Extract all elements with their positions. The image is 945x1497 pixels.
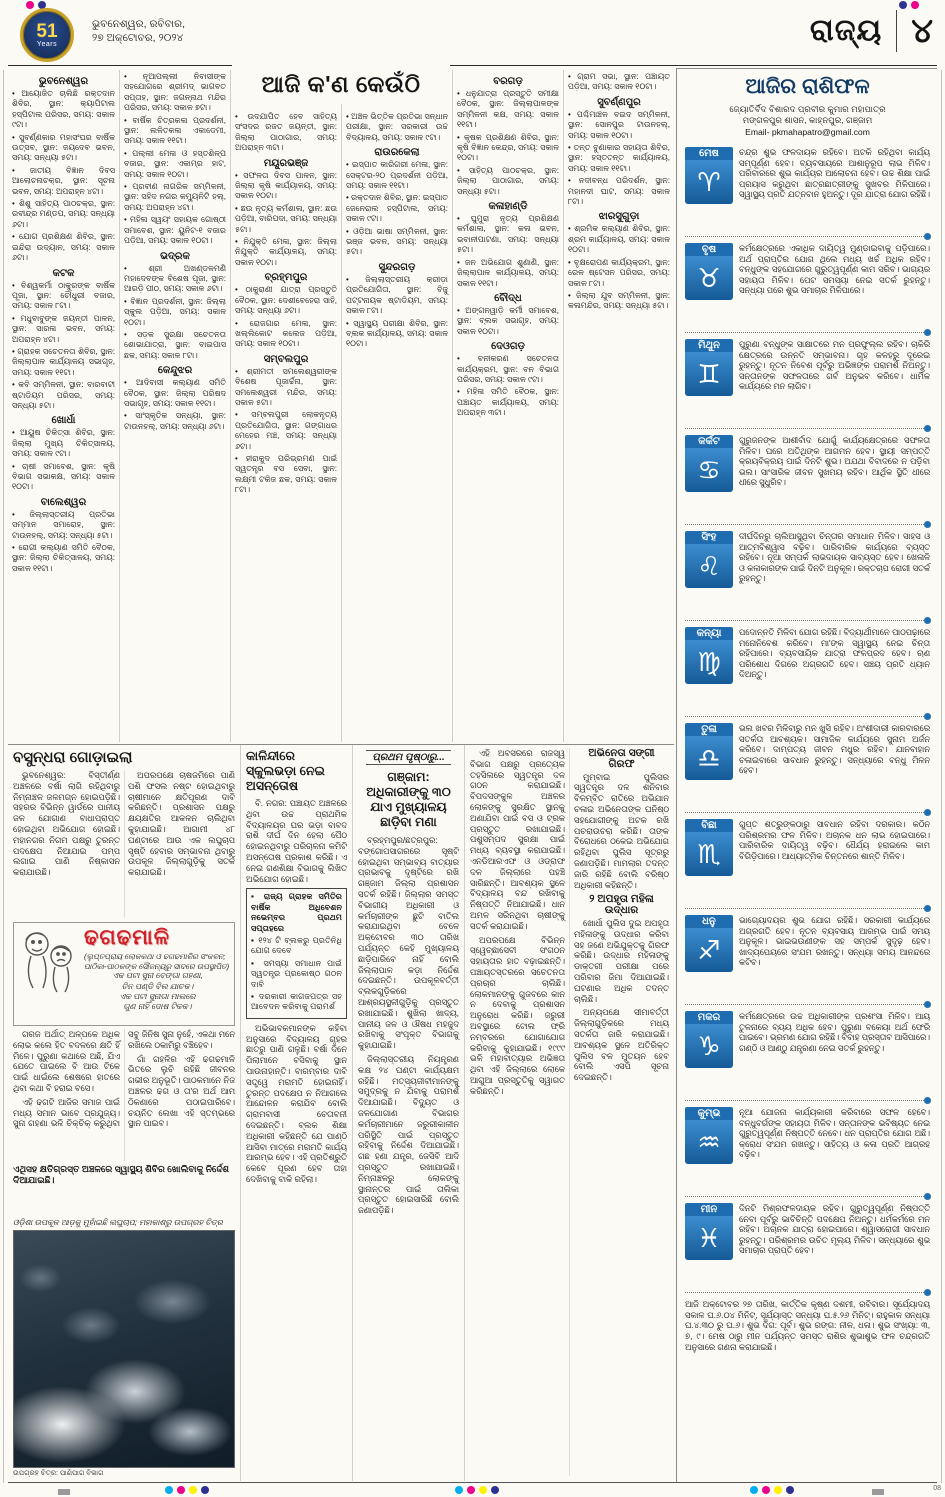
listing-item: • ମଧୁବାବୁଙ୍କ ଜୟନ୍ତୀ ପାଳନ, ସ୍ଥାନ: ସାରଳା ଭବନ, ସମୟ: ଅପରାହ୍ନ ୪ଟା। bbox=[12, 313, 115, 344]
humor-content bbox=[84, 926, 231, 1022]
district-heading: ବାଲେଶ୍ୱର bbox=[40, 496, 87, 508]
zodiac-name: ଧନୁ bbox=[685, 915, 733, 928]
listing-column bbox=[8, 70, 119, 742]
humor-paragraph: ଗରଜ ଅର୍ଥାତ୍ ଅଳ୍ପକେ ଅଧିକ ଲୋଭ କଲେ ହିତ ବଦଳରେ କ୍ଷତି ହିଁ ମିଳେ। ପୁରୁଣା କଥାରେ ଅଛି, ଯିଏ ଯେତେ ପାଇଲେ ବି ଆଉ ଟିକେ ପାଇଁ ଧାଇଁଲେ ଶେଷରେ ହାତରେ ଥିବା କଥା ବି ହରାଇ ବସେ। bbox=[13, 1029, 120, 1093]
zodiac-prediction: ପଦୋନ୍ନତି ମିଳିବା ଯୋଗ ରହିଛି। ବିଦ୍ୟାର୍ଥୀମାନେ ପାଠପଢ଼ାରେ ମନୋନିବେଶ କରିବେ। ମା'ଙ୍କ ସ୍ୱାସ୍ଥ୍ୟ ନେଇ ଚିନ୍ତା ରହିପାରେ। ବ୍ୟବସାୟିକ ଯାତ୍ରା ଫଳପ୍ରଦ ହେବ। ଋଣ ପରିଶୋଧ ଦିଗରେ ଅଗ୍ରଗତି ହେବ। ସଞ୍ଚୟ ପ୍ରତି ଧ୍ୟାନ ଦିଅନ୍ତୁ। bbox=[739, 627, 930, 680]
listing-item: • ଇସ୍ପାତ କାରିଗରୀ ମେଳା, ସ୍ଥାନ: ସେକ୍ଟର-୨୦ ପ୍ରଦର୍ଶନୀ ପଡ଼ିଆ, ସମୟ: ସକାଳ ୧୧ଟା। bbox=[346, 160, 448, 191]
continued-paragraph: ମୁମ୍ବାଇ ପୁଲିସର ସ୍ୱତନ୍ତ୍ର ଦଳ ଶନିବାର ବିଳମ୍ବିତ ରାତିରେ ଅଭିଯାନ ଚଳାଇ ଅଭିନେତାଙ୍କ ଘନିଷ୍ଠ ସହଯୋଗୀଙ୍କୁ ଅଟକ ରଖି ପଚରାଉଚରା କରିଛି। ତାଙ୍କ ବିରୋଧରେ ଠକେଇ ଅଭିଯୋଗ ରହିଥିବା ପୁଲିସ ସୂତ୍ରରୁ ଜଣାପଡ଼ିଛି। ମାମଲାର ତଦନ୍ତ ଜାରି ରହିଛି ବୋଲି ବରିଷ୍ଠ ଅଧିକାରୀ କହିଛନ୍ତି। bbox=[574, 771, 669, 890]
zodiac-name: ବୃଷ bbox=[685, 243, 733, 256]
logo-years-label: Years bbox=[36, 40, 58, 48]
dateline bbox=[92, 17, 185, 45]
zodiac-prediction: କର୍ମକ୍ଷେତ୍ରରେ ଏକାଧିକ ଦାୟିତ୍ୱ ମୁଣ୍ଡାଇବାକୁ ପଡ଼ିପାରେ। ଅର୍ଥ ପ୍ରାପ୍ତିର ଯୋଗ ଥିଲେ ମଧ୍ୟ ଖର୍ଚ୍ଚ ଅଧିକ ରହିବ। ବନ୍ଧୁଙ୍କ ସହଯୋଗରେ ଗୁରୁତ୍ୱପୂର୍ଣ୍ଣ କାମ ସରିବ। ଭାଗ୍ୟର ସହାୟତା ମିଳିବ। ପେଟ ସମସ୍ୟା ନେଇ ସତର୍କ ରୁହନ୍ତୁ। ସନ୍ଧ୍ୟା ପରେ ଶୁଭ ସମାଚାର ମିଳିପାରେ। bbox=[739, 243, 930, 296]
continued-paragraph: ଅପରପକ୍ଷେ ବିଭିନ୍ନ ସ୍ୱେଚ୍ଛାସେବୀ ସଂଗଠନ ସହାୟତାର ହାତ ବଢ଼ାଇଛନ୍ତି। ପଞ୍ଚାୟତସ୍ତରରେ ସଚେତନତା ପ୍ରଚାର ଚାଲିଛି। ଲୋକମାନଙ୍କୁ ଗୁଜବରେ କାନ ନ ଦେବାକୁ ପ୍ରଶାସନ ଅନୁରୋଧ କରିଛି। ଜରୁରୀ ଅବସ୍ଥାରେ ଟୋଲ ଫ୍ରି ନମ୍ବରରେ ଯୋଗାଯୋଗ କରିବାକୁ କୁହାଯାଇଛି। ୧୯୯୯ ଭଳି ମହାବାତ୍ୟାର ଅଭିଜ୍ଞତା ଥିବା ଏହି ଜିଲ୍ଲାରେ ଲୋକେ ଆଗୁଆ ପ୍ରସ୍ତୁତିକୁ ସ୍ୱାଗତ କରିଛନ୍ତି। bbox=[470, 934, 565, 1096]
page-code: 08 bbox=[933, 1485, 941, 1492]
zodiac-icon: ♌ bbox=[685, 544, 733, 588]
district-heading: ସୁନ୍ଦରଗଡ଼ bbox=[378, 261, 416, 273]
district-heading: କଳାହାଣ୍ଡି bbox=[488, 201, 528, 213]
listings-section-title: ଆଜି କ'ଣ କେଉଁଠି bbox=[232, 64, 450, 104]
listing-column bbox=[230, 70, 341, 742]
listing-item: • ଗ୍ରାମ ସଭା, ସ୍ଥାନ: ପଞ୍ଚାୟତ ପଡ଼ିଆ, ସମୟ: ସକାଳ ୧୦ଟା। bbox=[568, 72, 670, 92]
school-paragraph: ଅଭିଭାବକମାନଙ୍କ କହିବା ଅନୁସାରେ ବିଦ୍ୟାଳୟ ଗୃହର ଛାତରୁ ପାଣି ଗଳୁଛି। ବର୍ଷା ଦିନେ ପିଲାମାନେ ବସିବାକୁ ସ୍ଥାନ ପାଉନାହାନ୍ତି। ବାରମ୍ବାର ଦାବି ସତ୍ତ୍ୱେ ମରାମତି ହୋଇନାହିଁ। ତୁରନ୍ତ ପଦକ୍ଷେପ ନ ନିଆଗଲେ ଆନ୍ଦୋଳନ କରାଯିବ ବୋଲି ଗ୍ରାମବାସୀ ଚେତାବନୀ ଦେଇଛନ୍ତି। ବ୍ଲକ ଶିକ୍ଷା ଅଧିକାରୀ କହିଛନ୍ତି ଯେ ପାଣ୍ଠି ଆସିବା ମାତ୍ରେ ମରାମତି କାର୍ଯ୍ୟ ଆରମ୍ଭ ହେବ। ଏହି ପ୍ରତିଶ୍ରୁତି କେବେ ପୂରଣ ହେବ ତାହା ଦେଖିବାକୁ ବାକି ରହିଲା। bbox=[246, 1022, 347, 1184]
weather-credit: ଉପଗ୍ରହ ଚିତ୍ର: ପାଣିପାଗ ବିଭାଗ bbox=[13, 1470, 104, 1477]
listing-item: • ଜିଲ୍ଲାସ୍ତରୀୟ କ୍ରୀଡ଼ା ପ୍ରତିଯୋଗିତା, ସ୍ଥାନ: ବିଜୁ ପଟ୍ଟନାୟକ ଷ୍ଟାଡିୟମ, ସମୟ: ସକାଳ ୮ଟା। bbox=[346, 274, 448, 316]
listing-item: • ଆୟୋଜିତ ଚାଲିଛି ରକ୍ତଦାନ ଶିବିର, ସ୍ଥାନ: କ୍ୟାପିଟାଲ ହସ୍ପିଟାଲ ପରିସର, ସମୟ: ସକାଳ ୯ଟା। bbox=[12, 89, 115, 130]
from-page-one-label: ପ୍ରଥମ ପୃଷ୍ଠାରୁ... bbox=[366, 750, 451, 765]
article-column-frontpage bbox=[352, 745, 464, 1481]
registration-dot bbox=[455, 1486, 463, 1494]
listing-item: • ତନ୍ତ ବୁଣାକାର ସହାୟତା ଶିବିର, ସ୍ଥାନ: ହସ୍ତତନ୍ତ କାର୍ଯ୍ୟାଳୟ, ସମୟ: ସକାଳ ୧୧ଟା। bbox=[568, 143, 670, 173]
zodiac-name: ତୁଳା bbox=[685, 723, 733, 736]
district-heading: କଟକ bbox=[52, 267, 75, 279]
listing-item: • ଧନୁଯାତ୍ରା ପ୍ରସ୍ତୁତି ସମୀକ୍ଷା ବୈଠକ, ସ୍ଥାନ: ଜିଲ୍ଲାପାଳଙ୍କ ସମ୍ମିଳନୀ କକ୍ଷ, ସମୟ: ସକାଳ ୧୧ଟା। bbox=[457, 89, 559, 130]
zodiac-row bbox=[685, 1005, 930, 1101]
zodiac-badge bbox=[685, 531, 733, 613]
zodiac-prediction: ଦିନଟି ମିଶ୍ରଫଳଦାୟକ ରହିବ। ଗୁରୁତ୍ୱପୂର୍ଣ୍ଣ ନିଷ୍ପତ୍ତି ନେବା ପୂର୍ବରୁ ଭାବିଚିନ୍ତି ପଦକ୍ଷେପ ନିଅନ୍ତୁ। ଧର୍ମକର୍ମରେ ମନ ରହିବ। ଅଚାନକ ଯାତ୍ରା ହୋଇପାରେ। ଶ୍ୱାସରୋଗୀ ସାବଧାନ ରୁହନ୍ତୁ। ପରିଶ୍ରମର ଉଚିତ ମୂଲ୍ୟ ମିଳିବ। ସନ୍ଧ୍ୟାରେ ଶୁଭ ସମାଚାର ପ୍ରାପ୍ତି ହେବ। bbox=[739, 1203, 930, 1256]
print-gray-patch-right bbox=[872, 1489, 884, 1495]
listing-item: • ନିଯୁକ୍ତି ମେଳା, ସ୍ଥାନ: ଜିଲ୍ଲା ନିଯୁକ୍ତି କାର୍ଯ୍ୟାଳୟ, ସମୟ: ସକାଳ ୧୦ଟା। bbox=[235, 237, 337, 267]
district-heading: ଝାରସୁଗୁଡ଼ା bbox=[598, 211, 640, 223]
horoscope-sidebar bbox=[676, 68, 937, 1482]
humor-title: ଢଗଢମାଳି bbox=[84, 926, 170, 949]
left-page-edge-line bbox=[3, 70, 4, 1483]
masthead-right bbox=[810, 10, 933, 52]
events-listings bbox=[8, 70, 674, 742]
district-heading: ଭଦ୍ରକ bbox=[160, 250, 190, 262]
registration-marks-bottom-2 bbox=[455, 1486, 499, 1494]
district-heading: ବୌଦ୍ଧ bbox=[494, 292, 522, 304]
listing-item: • ସ୍ୱାସ୍ଥ୍ୟ ପରୀକ୍ଷା ଶିବିର, ସ୍ଥାନ: ବ୍ଲକ କାର୍ଯ୍ୟାଳୟ, ସମୟ: ସକାଳ ୧୦ଟା। bbox=[346, 318, 448, 349]
zodiac-prediction: ଦୀର୍ଘଦିନରୁ ଚାଲିଆସୁଥିବା ଚିନ୍ତାର ସମାଧାନ ମିଳିବ। ସାହସ ଓ ଆତ୍ମବିଶ୍ୱାସ ବଢ଼ିବ। ପାରିବାରିକ କାର୍ଯ୍ୟରେ ବ୍ୟସ୍ତ ରହିବେ। ନୂଆ ସମ୍ପର୍କ ଲାଭଦାୟକ ସାବ୍ୟସ୍ତ ହେବ। ଖେଳାଳି ଓ କଳାକାରଙ୍କ ପାଇଁ ଦିନଟି ଅନୁକୂଳ। ରକ୍ତଚାପ ରୋଗୀ ସତର୍କ ରୁହନ୍ତୁ। bbox=[739, 531, 930, 584]
zodiac-prediction: ନୂଆ ଯୋଜନା କାର୍ଯ୍ୟକାରୀ କରିବାରେ ସଫଳ ହେବେ। ବନ୍ଧୁବର୍ଗଙ୍କ ସହାୟତା ମିଳିବ। ସନ୍ତାନଙ୍କ ଭବିଷ୍ୟତ ନେଇ ଗୁରୁତ୍ୱପୂର୍ଣ୍ଣ ନିଷ୍ପତ୍ତି ନେବେ। ଧନ ପ୍ରାପ୍ତିର ଯୋଗ ଅଛି। କ୍ରୋଧ ସଂଯମ ରଖନ୍ତୁ। ସାହିତ୍ୟ ଓ କଳା ପ୍ରତି ଆଗ୍ରହ ବଢ଼ିବ। bbox=[739, 1107, 930, 1160]
listing-item: • ସାହିତ୍ୟ ପାଠଚକ୍ର, ସ୍ଥାନ: ଜିଲ୍ଲା ପାଠାଗାର, ସମୟ: ସନ୍ଧ୍ୟା ୫ଟା। bbox=[457, 165, 559, 196]
zodiac-icon: ♊ bbox=[685, 352, 733, 396]
humor-intro: (ଲୁପ୍ତପ୍ରାୟ ଲୋକକଥା ଓ ଢଗଢମାଳିର ସଂକଳନ; ପାଠିକା-ପାଠକଙ୍କ ସୌଜନ୍ୟରୁ ସାଦରେ ଉପସ୍ଥାପିତ) bbox=[84, 952, 230, 971]
zodiac-badge bbox=[685, 435, 733, 517]
listing-item: • ଠାକୁରାଣୀ ଯାତ୍ରା ପ୍ରସ୍ତୁତି ବୈଠକ, ସ୍ଥାନ: ଦେଶୀବେହେରା ସାହି, ସମୟ: ସନ୍ଧ୍ୟା ୬ଟା। bbox=[235, 285, 337, 316]
listing-item: • ଜିଲ୍ଲାସ୍ତରୀୟ ପ୍ରତିଭା ସମ୍ମାନ ସମାରୋହ, ସ୍ଥାନ: ଟାଉନହଲ୍, ସମୟ: ସନ୍ଧ୍ୟା ୫ଟା। bbox=[12, 509, 115, 540]
school-body bbox=[246, 1023, 347, 1185]
zodiac-badge bbox=[685, 723, 733, 805]
section-title: ରାଜ୍ୟ bbox=[809, 14, 883, 47]
article-column-school bbox=[240, 745, 352, 1481]
listing-item: • ପ୍ରବୀଣ ନାଗରିକ ସମ୍ମିଳନୀ, ସ୍ଥାନ: ସହିଦ ନଗର କମ୍ୟୁନିଟି ହଲ୍, ସମୟ: ଅପରାହ୍ନ ୪ଟା। bbox=[124, 182, 226, 212]
zodiac-row bbox=[685, 1101, 930, 1197]
zodiac-name: ସିଂହ bbox=[685, 531, 733, 544]
registration-marks-bottom-1 bbox=[165, 1486, 209, 1494]
article-column-flood bbox=[8, 745, 240, 1481]
zodiac-icon: ♏ bbox=[685, 832, 733, 876]
listing-item: • ଶ୍ରୀମତୀ ସମଲେଶ୍ୱରୀଙ୍କ ବିଶେଷ ପୂଜାର୍ଚ୍ଚନା, ସ୍ଥାନ: ସମଲେଶ୍ୱରୀ ମନ୍ଦିର, ସମୟ: ସକାଳ ୫ଟା। bbox=[235, 366, 337, 407]
registration-dot bbox=[177, 1486, 185, 1494]
listing-item: • ଶ୍ରମିକ କଲ୍ୟାଣ ଶିବିର, ସ୍ଥାନ: ଶ୍ରମ କାର୍ଯ୍ୟାଳୟ, ସମୟ: ସକାଳ ୧୦ଟା। bbox=[568, 224, 670, 255]
humor-column-box bbox=[13, 922, 235, 1026]
flood-paragraph: ଅପରପକ୍ଷେ ଚାଷଜମିରେ ପାଣି ପଶି ଫସଲ ନଷ୍ଟ ହୋଇଥିବାରୁ ଚାଷୀମାନେ କ୍ଷତିପୂରଣ ଦାବି କରିଛନ୍ତି। ପ୍ରଶାସନ ପକ୍ଷରୁ କ୍ଷୟକ୍ଷତିର ଆକଳନ ଚାଲିଥିବା କୁହାଯାଇଛି। ଆଗାମୀ ୪୮ ଘଣ୍ଟାରେ ଆଉ ଏକ ଲଘୁଚାପ ସୃଷ୍ଟି ହେବାର ସମ୍ଭାବନା ଥିବାରୁ ଉପକୂଳ ଜିଲ୍ଲାଗୁଡ଼ିକୁ ସତର୍କ କରାଯାଇଛି। bbox=[128, 770, 235, 878]
weather-block bbox=[13, 1218, 235, 1478]
listing-item: • ମହିଳା ସ୍ୱୟଂ ସହାୟକ ଗୋଷ୍ଠୀ ସମାବେଶ, ସ୍ଥାନ: ୟୁନିଟ-୧ ବଜାର ପଡ଼ିଆ, ସମୟ: ସକାଳ ୧୦ଟା। bbox=[124, 215, 226, 246]
zodiac-row bbox=[685, 333, 930, 429]
zodiac-badge bbox=[685, 1107, 733, 1189]
listing-item: • ରୋଜଗାର ମେଳା, ସ୍ଥାନ: ଖଲ୍ଲିକୋଟ କଲେଜ ପଡ଼ିଆ, ସମୟ: ସକାଳ ୧୦ଟା। bbox=[235, 318, 337, 349]
listing-column bbox=[563, 70, 674, 742]
astrologer-email: Email- pkmahapatro@gmail.com bbox=[745, 127, 870, 137]
registration-marks-bottom-3 bbox=[750, 1486, 794, 1494]
listing-item: • ସାଂସ୍କୃତିକ ସନ୍ଧ୍ୟା, ସ୍ଥାନ: ଟାଉନହଲ୍, ସମୟ: ସନ୍ଧ୍ୟା ୬ଟା। bbox=[124, 411, 226, 431]
astrologer-address: ମଙ୍ଗଳପୁର ଶାସନ, କାହ୍ନପୁର, ଗଞ୍ଜାମ bbox=[742, 115, 873, 125]
zodiac-icon: ♓ bbox=[685, 1216, 733, 1260]
humor-paragraph: ଏହି ଢଗଟି ଆଜିର ସମାଜ ପାଇଁ ମଧ୍ୟ ସମାନ ଭାବେ ପ୍ରଯୁଜ୍ୟ। ସୁନା ଗହଣା ଭଳି ଚିକ୍‌ଚିକ୍ କରୁଥିବା ସବୁ ଜିନିଷ ସୁନା ନୁହେଁ, ଏକଥା ମନେ ରଖିଲେ ଠକାମିରୁ ବଞ୍ଚିହେବ। bbox=[13, 1029, 235, 1129]
humor-paragraph: ଗାଁ ଗହଳିର ଏହି ଢଗଢମାଳି ଭିତରେ ଲୁଚି ରହିଛି ଜୀବନର ଗଭୀର ଅନୁଭୂତି। ପାଠକମାନେ ନିଜ ଅଞ୍ଚଳର ଢଗ ଓ ତା'ର ଅର୍ଥ ଆମ ଠିକଣାରେ ପଠାଇପାରିବେ। ଚୟନିତ ଲେଖା ଏହି ସ୍ତମ୍ଭରେ ସ୍ଥାନ ପାଇବ। bbox=[128, 1053, 235, 1129]
ganjam-paragraph: ବ୍ରହ୍ମପୁର/ଛତ୍ରପୁର: ବଙ୍ଗୋପସାଗରରେ ସୃଷ୍ଟି ହୋଇଥିବା ସମ୍ଭାବ୍ୟ ବାତ୍ୟାର ପ୍ରଭାବକୁ ଦୃଷ୍ଟିରେ ରଖି ଗଞ୍ଜାମ ଜିଲ୍ଲା ପ୍ରଶାସନ ସତର୍କ ରହିଛି। ଜିଲ୍ଲାର ସମସ୍ତ ବିଭାଗୀୟ ଅଧିକାରୀ ଓ କର୍ମଚାରୀଙ୍କ ଛୁଟି ବାତିଲ କରାଯାଇଥିବା ବେଳେ ଅକ୍ଟୋବର ୩୦ ତାରିଖ ପର୍ଯ୍ୟନ୍ତ କେହି ମୁଖ୍ୟାଳୟ ଛାଡ଼ିପାରିବେ ନାହିଁ ବୋଲି ଜିଲ୍ଲାପାଳ କଡ଼ା ନିର୍ଦ୍ଦେଶ ଦେଇଛନ୍ତି। ଉପକୂଳବର୍ତ୍ତୀ ବ୍ଲକଗୁଡ଼ିକରେ ଆଶ୍ରୟସ୍ଥଳୀଗୁଡ଼ିକୁ ପ୍ରସ୍ତୁତ ରଖାଯାଇଛି। ଶୁଖିଲା ଖାଦ୍ୟ, ପାନୀୟ ଜଳ ଓ ଔଷଧ ମହଜୁଦ ରଖିବାକୁ ସଂପୃକ୍ତ ବିଭାଗକୁ କୁହାଯାଇଛି। bbox=[358, 835, 459, 1051]
dateline-city-day: ଭୁବନେଶ୍ୱର, ରବିବାର, bbox=[92, 18, 186, 30]
listing-item: • ବିଜ୍ଞାନ ପ୍ରଦର୍ଶନୀ, ସ୍ଥାନ: ଜିଲ୍ଲା ସ୍କୁଲ ପଡ଼ିଆ, ସମୟ: ସକାଳ ୧୦ଟା। bbox=[124, 296, 226, 327]
district-heading: ଦେଓଗଡ଼ bbox=[491, 341, 525, 353]
listing-item: • ଅଞ୍ଚଳ ଭିତ୍ତିକ ପ୍ରତିଭା ସନ୍ଧାନ ପରୀକ୍ଷା, ସ୍ଥାନ: ସରକାରୀ ଉଚ୍ଚ ବିଦ୍ୟାଳୟ, ସମୟ: ସକାଳ ୯ଟା। bbox=[346, 112, 448, 142]
listing-item: • ବୃକ୍ଷରୋପଣ କାର୍ଯ୍ୟକ୍ରମ, ସ୍ଥାନ: ରେଳ ଷ୍ଟେସନ ପରିସର, ସମୟ: ସକାଳ ୮ଟା। bbox=[568, 257, 670, 288]
registration-dot bbox=[479, 1486, 487, 1494]
listing-item: • ସମ୍ବଲପୁରୀ ଲୋକନୃତ୍ୟ ପ୍ରତିଯୋଗିତା, ସ୍ଥାନ: ଗଙ୍ଗାଧର ମେହେର ମଞ୍ଚ, ସମୟ: ସନ୍ଧ୍ୟା ୬ଟା। bbox=[235, 410, 337, 451]
registration-dot bbox=[467, 1486, 475, 1494]
listing-item: • ଜାତୀୟ ବିଜ୍ଞାନ ଦିବସ ଆଲୋଚନାଚକ୍ର, ସ୍ଥାନ: ସୂଚନା ଭବନ, ସମୟ: ଅପରାହ୍ନ ୪ଟା। bbox=[12, 165, 115, 196]
zodiac-prediction: ଭାଗ୍ୟୋଦୟର ଶୁଭ ଯୋଗ ରହିଛି। ସରକାରୀ କାର୍ଯ୍ୟରେ ଅଗ୍ରଗତି ହେବ। ନୂତନ ବ୍ୟବସାୟ ଆରମ୍ଭ ପାଇଁ ସମୟ ଅନୁକୂଳ। ଭାଇଭଉଣୀଙ୍କ ସହ ସମ୍ପର୍କ ସୁଦୃଢ଼ ହେବ। ଖାଦ୍ୟପେୟରେ ସଂଯମ ରଖନ୍ତୁ। ସନ୍ଧ୍ୟା ସମୟ ଆନନ୍ଦରେ କଟିବ। bbox=[739, 915, 930, 968]
listing-item: • ପଶ୍ଚିମାଞ୍ଚଳ ବଇଦ ସମ୍ମିଳନୀ, ସ୍ଥାନ: ସୋନପୁର ଟାଉନହଲ୍, ସମୟ: ସକାଳ ୧୦ଟା। bbox=[568, 109, 670, 140]
district-heading: ରାଉରକେଲା bbox=[374, 147, 420, 159]
district-heading: ମୟୂରଭଞ୍ଜ bbox=[263, 157, 309, 169]
zodiac-prediction: କର୍ମକ୍ଷେତ୍ରରେ ଉଚ୍ଚ ଅଧିକାରୀଙ୍କ ପ୍ରଶଂସା ମିଳିବ। ଆୟ ତୁଳନାରେ ବ୍ୟୟ ଅଧିକ ହେବ। ପୁରୁଣା ବକେୟା ଅର୍ଥ ଫେରି ପାଇବେ। ଭ୍ରମଣ ଯୋଗ ରହିଛି। ବିବାହ ପ୍ରସ୍ତାବ ଆସିପାରେ। ଗଣ୍ଠି ଓ ଆଣ୍ଠୁ ଯନ୍ତ୍ରଣା ନେଇ ସତର୍କ ରୁହନ୍ତୁ। bbox=[739, 1011, 930, 1053]
school-lead bbox=[246, 798, 347, 884]
right-page-edge-line bbox=[941, 70, 942, 1483]
flood-body bbox=[13, 770, 235, 918]
continued-story-slug: ଅଭିନେତା ସଙ୍ଗୀ ଗିରଫ bbox=[588, 748, 655, 770]
listing-item: • ଗ୍ରାହକ ସଚେତନତା ଶିବିର, ସ୍ଥାନ: ଜିଲ୍ଲାପାଳ କାର୍ଯ୍ୟାଳୟ ସଭାଗୃହ, ସମୟ: ସକାଳ ୧୧ଟା। bbox=[12, 346, 115, 377]
zodiac-icon: ♑ bbox=[685, 1024, 733, 1068]
listing-item: • ଆୟୁଷ ଚିକିତ୍ସା ଶିବିର, ସ୍ଥାନ: ଜିଲ୍ଲା ମୁଖ୍ୟ ଚିକିତ୍ସାଳୟ, ସମୟ: ସକାଳ ୯ଟା। bbox=[12, 428, 115, 459]
zodiac-name: ମକର bbox=[685, 1011, 733, 1024]
zodiac-row bbox=[685, 429, 930, 525]
zodiac-row bbox=[685, 717, 930, 813]
listing-item: • ଛଉ ନୃତ୍ୟ କର୍ମଶାଳା, ସ୍ଥାନ: ଛଉ ପଡ଼ିଆ, ବାରିପଦା, ସମୟ: ସନ୍ଧ୍ୟା ୫ଟା। bbox=[235, 203, 338, 234]
registration-dot bbox=[750, 1486, 758, 1494]
page-number: ୪ bbox=[911, 11, 933, 50]
dateline-date: ୨୭ ଅକ୍ଟୋବର, ୨୦୨୪ bbox=[92, 32, 184, 44]
footer-rule bbox=[8, 1482, 937, 1483]
registration-dot bbox=[189, 1486, 197, 1494]
print-gray-patch-left bbox=[58, 1489, 70, 1495]
flood-paragraph: ଭୁବନେଶ୍ୱର: ବିସ୍ତୀର୍ଣ୍ଣ ଅଞ୍ଚଳରେ ବର୍ଷା ଲାଗି ରହିଥିବାରୁ ନିମ୍ନାଞ୍ଚଳ ଜଳମଗ୍ନ ହୋଇପଡ଼ିଛି। ସହରର ବିଭିନ୍ନ ୱାର୍ଡରେ ପାନୀୟ ଜଳ ଯୋଗାଣ ବାଧାପ୍ରାପ୍ତ ହୋଇଥିବା ଅଭିଯୋଗ ହୋଇଛି। ମହାନଗର ନିଗମ ପକ୍ଷରୁ ତୁରନ୍ତ ପଦକ୍ଷେପ ନିଆଯାଇ ପମ୍ପ ଲଗାଇ ପାଣି ନିଷ୍କାସନ କରାଯାଉଛି। bbox=[13, 770, 120, 878]
zodiac-icon: ♎ bbox=[685, 736, 733, 780]
listing-column bbox=[452, 70, 563, 742]
zodiac-prediction: ଭଲ ଖବର ମିଳିବାରୁ ମନ ଖୁସି ରହିବ। ଅଂଶୀଦାରୀ କାରବାରରେ ସତର୍କତା ଆବଶ୍ୟକ। ସାମାଜିକ କାର୍ଯ୍ୟରେ ସୁନାମ ଅର୍ଜନ କରିବେ। ଦାମ୍ପତ୍ୟ ଜୀବନ ମଧୁର ରହିବ। ଯାନବାହାନ ଚଳାଇବାରେ ସାବଧାନ ରୁହନ୍ତୁ। ସନ୍ଧ୍ୟାରେ ବନ୍ଧୁ ମିଳନ ହେବ। bbox=[739, 723, 930, 776]
registration-dot bbox=[165, 1486, 173, 1494]
panchang-footnote: ଆଜି ଅକ୍ଟୋବର ୨୭ ତାରିଖ, କାର୍ତ୍ତିକ କୃଷ୍ଣ ଦଶମୀ, ରବିବାର। ସୂର୍ଯ୍ୟୋଦୟ ସକାଳ ଘ.୬.୦୪ ମିନିଟ୍, ସୂର୍ଯ୍ୟାସ୍ତ ସନ୍ଧ୍ୟା ଘ.୫.୨୬ ମିନିଟ୍। ରାହୁକାଳ ସନ୍ଧ୍ୟା ଘ.୪.୩୦ ରୁ ଘ.୬। ଶୁଭ ଦିଗ: ପୂର୍ବ। ଶୁଭ ରଙ୍ଗ: ନୀଳ, ଧଳା। ଶୁଭ ସଂଖ୍ୟା: ୩, ୭, ୯। ମେଷ ଠାରୁ ମୀନ ପର୍ଯ୍ୟନ୍ତ ସମସ୍ତ ରାଶିର ଶୁଭାଶୁଭ ଫଳ ଚନ୍ଦ୍ରଗତି ଅନୁସାରେ ଗଣନା କରାଯାଇଛି। bbox=[685, 1299, 930, 1352]
school-paragraph: ବି. ନଗର: ପଞ୍ଚାୟତ ଅଞ୍ଚଳରେ ଥିବା ଉଚ୍ଚ ପ୍ରାଥମିକ ବିଦ୍ୟାଳୟର ଘର ଭଡ଼ା ବାବଦ ରାଶି ଦୀର୍ଘ ଦିନ ହେଲା ପୈଠ ହୋଇନଥିବାରୁ ପରିଚାଳନା କମିଟି ଅସନ୍ତୋଷ ପ୍ରକାଶ କରିଛି। ଏ ନେଇ ଗଣଶିକ୍ଷା ବିଭାଗକୁ ଲିଖିତ ଅଭିଯୋଗ ହୋଇଛି। bbox=[246, 798, 347, 884]
zodiac-prediction: ଗୁରୁଜନଙ୍କ ଆଶୀର୍ବାଦ ଯୋଗୁଁ କାର୍ଯ୍ୟକ୍ଷେତ୍ରରେ ସଫଳତା ମିଳିବ। ଘରେ ଅତିଥିଙ୍କ ଆଗମନ ହେବ। ସ୍ଥାୟୀ ସମ୍ପତ୍ତି କ୍ରୟବିକ୍ରୟ ପାଇଁ ଦିନଟି ଶୁଭ। ଅଯଥା ବିବାଦରେ ନ ପଡ଼ିବା ଭଲ। ସାଂସାରିକ ଜୀବନ ସୁଖମୟ ରହିବ। ଆର୍ଥିକ ସ୍ଥିତି ଧୀରେ ଧୀରେ ସୁଧୁରିବ। bbox=[739, 435, 930, 488]
zodiac-row bbox=[685, 621, 930, 717]
district-heading: ସୁବର୍ଣ୍ଣପୁର bbox=[597, 96, 641, 108]
continued-paragraph: ଅନ୍ୟପକ୍ଷେ ସୀମାବର୍ତ୍ତୀ ଜିଲ୍ଲାଗୁଡ଼ିକରେ ମଧ୍ୟ ସତର୍କତା ଜାରି କରାଯାଇଛି। ଆବଶ୍ୟକ ସ୍ଥଳେ ଅତିରିକ୍ତ ପୁଲିସ ବଳ ମୁତୟନ ହେବ ବୋଲି ଏସପି ସୂଚନା ଦେଇଛନ୍ତି। bbox=[574, 1007, 669, 1083]
listing-item: • କୃଷକ ପ୍ରଶିକ୍ଷଣ ଶିବିର, ସ୍ଥାନ: କୃଷି ବିଜ୍ଞାନ କେନ୍ଦ୍ର, ସମୟ: ସକାଳ ୧୦ଟା। bbox=[457, 132, 559, 163]
continued-paragraph: ଖୋର୍ଧା ପୁଲିସ ଦୁଇ ଅପହୃତା ମହିଳାଙ୍କୁ ଉଦ୍ଧାର କରିବା ସହ ଜଣେ ଅଭିଯୁକ୍ତକୁ ଗିରଫ କରିଛି। ଉଦ୍ଧାର ମହିଳାଙ୍କୁ ଡାକ୍ତରୀ ପରୀକ୍ଷା ପରେ ପରିବାର ଜିମା ଦିଆଯାଇଛି। ଘଟଣାର ଅଧିକ ତଦନ୍ତ ଚାଲିଛି। bbox=[574, 917, 669, 1004]
flood-bold-note: ଏଥିସହ କ୍ଷତିଗ୍ରସ୍ତ ଅଞ୍ଚଳରେ ସ୍ୱାସ୍ଥ୍ୟ ଶିବିର ଖୋଲିବାକୁ ନିର୍ଦ୍ଦେଶ ଦିଆଯାଇଛି। bbox=[13, 1164, 229, 1185]
zodiac-icon: ♈ bbox=[685, 160, 733, 204]
registration-dot bbox=[786, 1486, 794, 1494]
registration-dot bbox=[491, 1486, 499, 1494]
zodiac-name: କୁମ୍ଭ bbox=[685, 1107, 733, 1120]
box-bullet-item: ▪ ୧୨୪ ଟି ବ୍ଲକରୁ ପ୍ରତିନିଧି ଯୋଗ ଦେବେ bbox=[251, 936, 342, 956]
anniversary-logo bbox=[20, 8, 74, 62]
zodiac-icon: ♐ bbox=[685, 928, 733, 972]
ganjam-paragraph: ଜିଲ୍ଲାସ୍ତରୀୟ ନିୟନ୍ତ୍ରଣ କକ୍ଷ ୨୪ ଘଣ୍ଟା କାର୍ଯ୍ୟକ୍ଷମ ରହିଛି। ମତ୍ସ୍ୟଜୀବୀମାନଙ୍କୁ ସମୁଦ୍ରକୁ ନ ଯିବାକୁ ପରାମର୍ଶ ଦିଆଯାଇଛି। ବିଦ୍ୟୁତ ଓ ଜଳଯୋଗାଣ ବିଭାଗର କର୍ମଚାରୀମାନେ ଜରୁରୀକାଳୀନ ପରିସ୍ଥିତି ପାଇଁ ପ୍ରସ୍ତୁତ ରହିବାକୁ ନିର୍ଦ୍ଦେଶ ଦିଆଯାଇଛି। ଗଛ ହଣା ଯନ୍ତ୍ର, ଜେସିବି ଆଦି ପ୍ରସ୍ତୁତ ରଖାଯାଇଛି। ନିମ୍ନାଞ୍ଚଳରୁ ଲୋକଙ୍କୁ ସ୍ଥାନାନ୍ତର ପାଇଁ ତାଲିକା ପ୍ରସ୍ତୁତ ହୋଇସାରିଛି ବୋଲି ଜଣାପଡ଼ିଛି। bbox=[358, 1053, 459, 1216]
ganjam-body bbox=[358, 835, 459, 1216]
weather-caption: ଓଡ଼ିଶା ଉପକୂଳ ଆଡ଼କୁ ମୁହାଁଇଛି ଲଘୁଚାପ; ମହାକାଶରୁ ଉପଗ୍ରହ ଚିତ୍ର bbox=[13, 1218, 223, 1227]
listing-item: • ଯୋଗ ପ୍ରଶିକ୍ଷଣ ଶିବିର, ସ୍ଥାନ: ଇନ୍ଦିରା ଉଦ୍ୟାନ, ସମୟ: ସକାଳ ୬ଟା। bbox=[12, 232, 115, 263]
school-headline: କାଳିନ୍ଦୀରେ ସ୍କୁଲଭଡ଼ା ନେଇ ଅସନ୍ତୋଷ bbox=[246, 749, 325, 793]
zodiac-name: ବିଛା bbox=[685, 819, 733, 832]
zodiac-icon: ♒ bbox=[685, 1120, 733, 1164]
zodiac-icon: ♍ bbox=[685, 640, 733, 684]
masthead-divider bbox=[896, 10, 897, 52]
zodiac-prediction: ପୁରୁଣା ବନ୍ଧୁଙ୍କ ସାକ୍ଷାତରେ ମନ ପ୍ରଫୁଲ୍ଲ ରହିବ। ଚାକିରି କ୍ଷେତ୍ରରେ ଉନ୍ନତି ସମ୍ଭାବନା। ଗୃହ କଳହରୁ ଦୂରେଇ ରୁହନ୍ତୁ। ନୂତନ ନିବେଶ ପୂର୍ବରୁ ଅଭିଜ୍ଞଙ୍କ ପରାମର୍ଶ ନିଅନ୍ତୁ। ସନ୍ତାନଙ୍କ ସଫଳତାରେ ଗର୍ବ ଅନୁଭବ କରିବେ। ଧାର୍ମିକ କାର୍ଯ୍ୟରେ ମନ ଲାଗିବ। bbox=[739, 339, 930, 392]
box-bullet-item: ▪ ରାଜ୍ୟ ଗ୍ରାହକ ସମିତିର ବାର୍ଷିକ ଅଧିବେଶନ ନଭେମ୍ବର ପ୍ରଥମ ସପ୍ତାହରେ bbox=[251, 892, 342, 933]
humor-couplet-line: ଗୁଣ ନାହିଁ ଦୋଷ ଟିକକ। bbox=[123, 1002, 192, 1012]
zodiac-badge bbox=[685, 147, 733, 229]
listing-item: • ପଲ୍ଲୀ ମେଳା ଓ ହସ୍ତଶିଳ୍ପ ବଜାର, ସ୍ଥାନ: ଏକାମ୍ର ହାଟ, ସମୟ: ସକାଳ ୧୦ଟା। bbox=[124, 148, 226, 179]
zodiac-row bbox=[685, 813, 930, 909]
district-heading: କେନ୍ଦୁଝର bbox=[157, 365, 193, 377]
continued-paragraph: ଏହି ଅବସରରେ ରାଜସ୍ୱ ବିଭାଗ ପକ୍ଷରୁ ପ୍ରତ୍ୟେକ ତହସିଲରେ ସ୍ୱତନ୍ତ୍ର ଦଳ ଗଠନ କରାଯାଇଛି। ବିପଦସଙ୍କୁଳ ଅଞ୍ଚଳର ଲୋକଙ୍କୁ ସୁରକ୍ଷିତ ସ୍ଥାନକୁ ଅଣାଯିବା ପାଇଁ ବସ ଓ ଟ୍ରକ ପ୍ରସ୍ତୁତ ରଖାଯାଇଛି। ପଶୁସମ୍ପଦ ସୁରକ୍ଷା ପାଇଁ ମଧ୍ୟ ବ୍ୟବସ୍ଥା କରାଯାଇଛି। ଏନଡିଆରଏଫ ଓ ଓଡ୍ରାଫ ଦଳ ଜିଲ୍ଲାରେ ପହଞ୍ଚି ସାରିଛନ୍ତି। ଆବଶ୍ୟକ ସ୍ଥଳେ ବିଦ୍ୟାଳୟ ବନ୍ଦ ରଖିବାକୁ ନିଷ୍ପତ୍ତି ନିଆଯାଇଛି। ଧାନ ଅମଳ ସରିନଥିବା ଚାଷୀଙ୍କୁ ସତର୍କ କରାଯାଇଛି। bbox=[470, 748, 565, 931]
listing-item: • ଜିଲ୍ଲା ଯୁବ ସମ୍ମିଳନୀ, ସ୍ଥାନ: କଳାମନ୍ଦିର, ସମୟ: ସନ୍ଧ୍ୟା ୫ଟା। bbox=[568, 290, 670, 311]
zodiac-badge bbox=[685, 627, 733, 709]
astrologer-name: ଜ୍ୟୋତିର୍ବିଦ ବିଶାରଦ ପ୍ରବୀର କୁମାର ମହାପାତ୍ର bbox=[729, 104, 886, 114]
zodiac-name: ମେଷ bbox=[685, 147, 733, 160]
info-bullet-box bbox=[246, 888, 347, 1018]
listing-item: • ସଡ଼କ ସୁରକ୍ଷା ସଚେତନତା ଶୋଭାଯାତ୍ରା, ସ୍ଥାନ: ବାଇପାସ ଛକ, ସମୟ: ସକାଳ ୮ଟା। bbox=[124, 329, 226, 360]
header-rule bbox=[8, 65, 937, 66]
humor-couplet-line: ତିନ ପଣ୍ଡି ବିଲ ଯାଚକ। bbox=[121, 981, 194, 991]
listing-item: • ଶିଶୁ ସାହିତ୍ୟ ପାଠଚକ୍ର, ସ୍ଥାନ: ରବୀନ୍ଦ୍ର ମଣ୍ଡପ, ସମୟ: ସନ୍ଧ୍ୟା ୬ଟା। bbox=[12, 199, 115, 229]
continued-stories-flow bbox=[470, 748, 669, 1476]
article-column-continued bbox=[464, 745, 674, 1481]
listing-item: • ନଦୀବନ୍ଧ ପରିଦର୍ଶନ, ସ୍ଥାନ: ମହାନଦୀ ଘାଟ, ସମୟ: ସକାଳ ୮ଟା। bbox=[568, 176, 670, 207]
district-heading: ବରଗଡ଼ bbox=[493, 76, 523, 87]
registration-dot bbox=[201, 1486, 209, 1494]
listing-column bbox=[341, 70, 452, 742]
zodiac-name: କର୍କଟ bbox=[685, 435, 733, 448]
listing-item: • ସଫଳତା ଦିବସ ପାଳନ, ସ୍ଥାନ: ଜିଲ୍ଲା କୃଷି କାର୍ଯ୍ୟାଳୟ, ସମୟ: ସକାଳ ୧୦ଟା। bbox=[235, 170, 337, 201]
zodiac-prediction: ଗୁପ୍ତ ଶତ୍ରୁଙ୍କଠାରୁ ସାବଧାନ ରହିବା ଦରକାର। କଠିନ ପରିଶ୍ରମର ଫଳ ମିଳିବ। ଅଚାନକ ଧନ ଲାଭ ହୋଇପାରେ। ପାରିବାରିକ ଦାୟିତ୍ୱ ବଢ଼ିବ। ଧୈର୍ଯ୍ୟ ହରାଇଲେ କାମ ବିଗିଡ଼ିପାରେ। ଆଧ୍ୟାତ୍ମିକ ଚିନ୍ତନରେ ଶାନ୍ତି ମିଳିବ। bbox=[739, 819, 930, 861]
district-heading: ଖୋର୍ଧା bbox=[51, 415, 76, 427]
zodiac-row bbox=[685, 237, 930, 333]
zodiac-row bbox=[685, 141, 930, 237]
listing-column bbox=[119, 70, 230, 742]
continued-story-slug: ୨ ଅପହୃତା ମହିଳା ଉଦ୍ଧାର bbox=[589, 893, 654, 917]
horoscope-title: ଆଜିର ରାଶିଫଳ bbox=[745, 75, 870, 98]
humor-couplet-line: ଏକ ପଟା ସୁନା ବେଙ୍ଗା ଗହଣା, bbox=[112, 971, 203, 981]
zodiac-icon: ♋ bbox=[685, 448, 733, 492]
district-heading: ଭୁବନେଶ୍ୱର bbox=[38, 76, 89, 87]
listing-item: • ସୁବର୍ଣ୍ଣକାର ମହାସଂଘର ବାର୍ଷିକ ଉତ୍ସବ, ସ୍ଥାନ: ଜୟଦେବ ଭବନ, ସମୟ: ସନ୍ଧ୍ୟା ୫ଟା। bbox=[12, 132, 115, 163]
zodiac-badge bbox=[685, 915, 733, 997]
humor-body bbox=[13, 1029, 235, 1161]
weather-satellite-image bbox=[13, 1230, 235, 1468]
humor-couplet-line: ଏକ ପଟା ସୁନାଗା ମାଲରେ bbox=[119, 992, 196, 1001]
listing-item: • ଆଦିବାସୀ କଲ୍ୟାଣ ସମିତି ବୈଠକ, ସ୍ଥାନ: ଜିଲ୍ଲା ପରିଷଦ ସଭାଗୃହ, ସମୟ: ସକାଳ ୧୧ଟା। bbox=[124, 378, 226, 408]
zodiac-badge bbox=[685, 1011, 733, 1093]
logo-years-number: 51 bbox=[36, 20, 58, 42]
zodiac-name: ମୀନ bbox=[685, 1203, 733, 1216]
zodiac-prediction: ଚନ୍ଦ୍ର ଶୁଭ ଫଳଦାୟକ ରହିବେ। ଅଟକି ରହିଥିବା କାର୍ଯ୍ୟ ସମ୍ପୂର୍ଣ୍ଣ ହେବ। ବ୍ୟବସାୟରେ ଆଶାନୁରୂପ ଲାଭ ମିଳିବ। ପରିବାରରେ ଶୁଭ କାର୍ଯ୍ୟର ଆଲୋଚନା ହେବ। ଉଚ୍ଚ ଶିକ୍ଷା ପାଇଁ ପ୍ରୟାସ କରୁଥିବା ଛାତ୍ରଛାତ୍ରୀଙ୍କୁ ସୁଖବର ମିଳିପାରେ। ସ୍ୱାସ୍ଥ୍ୟ ପ୍ରତି ଯତ୍ନବାନ ହୁଅନ୍ତୁ। ଦୂର ଯାତ୍ରା ଯୋଗ ରହିଛି। bbox=[739, 147, 930, 200]
bottom-articles-area bbox=[8, 744, 674, 1481]
zodiac-badge bbox=[685, 339, 733, 421]
registration-dot bbox=[762, 1486, 770, 1494]
listing-item: • ବନୀକରଣ ସଚେତନତା କାର୍ଯ୍ୟକ୍ରମ, ସ୍ଥାନ: ବନ ବିଭାଗ ପରିସର, ସମୟ: ସକାଳ ୯ଟା। bbox=[457, 354, 559, 384]
zodiac-row bbox=[685, 1197, 930, 1293]
humor-couplets bbox=[84, 971, 231, 1013]
masthead bbox=[8, 4, 937, 64]
zodiac-badge bbox=[685, 243, 733, 325]
zodiac-badge bbox=[685, 819, 733, 901]
listing-item: • ରକ୍ତଦାନ ଶିବିର, ସ୍ଥାନ: ଇସ୍ପାତ ଜେନେରାଲ ହସ୍ପିଟାଲ, ସମୟ: ସକାଳ ୯ଟା। bbox=[346, 193, 448, 224]
listing-item: • ଅଙ୍ଗନୱାଡ଼ି କର୍ମୀ ସମାବେଶ, ସ୍ଥାନ: ବ୍ଲକ ସଭାଗୃହ, ସମୟ: ସକାଳ ୧୦ଟା। bbox=[457, 305, 559, 336]
listing-item: • ବାର୍ଷିକ ଚିତ୍ରକଳା ପ୍ରଦର୍ଶନୀ, ସ୍ଥାନ: ଲଳିତକଳା ଏକାଡେମୀ, ସମୟ: ସକାଳ ୧୧ଟା। bbox=[124, 115, 226, 146]
zodiac-row bbox=[685, 525, 930, 621]
zodiac-badge bbox=[685, 1203, 733, 1285]
district-heading: ବ୍ରହ୍ମପୁର bbox=[264, 272, 308, 284]
listing-item: • ଶ୍ରୀ ଅଖଣ୍ଡଳମଣି ମହାଦେବଙ୍କ ବିଶେଷ ପୂଜା, ସ୍ଥାନ: ଆରଡ଼ି ପୀଠ, ସମୟ: ସକାଳ ୬ଟା। bbox=[124, 263, 226, 294]
listing-item: • କବି ସମ୍ମିଳନୀ, ସ୍ଥାନ: ବାରବାଟୀ ଷ୍ଟାଡିୟମ ପରିସର, ସମୟ: ସନ୍ଧ୍ୟା ୫ଟା। bbox=[12, 380, 115, 410]
box-bullet-item: ▪ ଦରକାରୀ କାଗଜପତ୍ର ସହ ଆବେଦନ କରିବାକୁ ପରାମର୍ଶ bbox=[251, 992, 342, 1012]
listing-item: • ନୂଆପଲ୍ଲୀ ନିବାସୀଙ୍କ ସହଯୋଗରେ ଶ୍ରୀମଦ୍ ଭାଗବତ ସପ୍ତାହ, ସ୍ଥାନ: ଜଗନ୍ନାଥ ମନ୍ଦିର ପରିସର, ସମୟ: ସକାଳ ୭ଟା। bbox=[124, 72, 226, 113]
registration-dot bbox=[774, 1486, 782, 1494]
listing-item: • ଓଡ଼ିଆ ଭାଷା ସମ୍ମିଳନୀ, ସ୍ଥାନ: ଭଞ୍ଜ ଭବନ, ସମୟ: ସନ୍ଧ୍ୟା ୫ଟା। bbox=[346, 226, 448, 257]
zodiac-name: ମିଥୁନ bbox=[685, 339, 733, 352]
listing-item: • ହୀରାକୁଦ ପରିଭ୍ରମଣ ପାଇଁ ସ୍ୱତନ୍ତ୍ର ବସ ସେବା, ସ୍ଥାନ: ଲକ୍ଷ୍ମୀ ଟକିଜ ଛକ, ସମୟ: ସକାଳ ୮ଟା। bbox=[235, 453, 337, 495]
district-heading: ସମ୍ବଲପୁର bbox=[263, 353, 309, 365]
zodiac-name: କନ୍ୟା bbox=[685, 627, 733, 640]
zodiac-row bbox=[685, 909, 930, 1005]
cartoon-illustration bbox=[17, 926, 79, 998]
listing-item: • ବିଶ୍ୱକର୍ମା ଠାକୁରଙ୍କ ବାର୍ଷିକ ପୂଜା, ସ୍ଥାନ: ଚୌଧୁରୀ ବଜାର, ସମୟ: ସକାଳ ୮ଟା। bbox=[12, 280, 115, 311]
box-bullet-item: ▪ ସମସ୍ୟା ସମାଧାନ ପାଇଁ ସ୍ୱତନ୍ତ୍ର ପ୍ରକୋଷ୍ଠ ଗଠନ ଦାବି bbox=[251, 958, 342, 989]
listing-item: • ଉଦଯାପିତ ହେବ ସାହିତ୍ୟ ସଂସଦର ରଜତ ଜୟନ୍ତୀ, ସ୍ଥାନ: ଜିଲ୍ଲା ପାଠାଗାର, ସମୟ: ଅପରାହ୍ନ ୩ଟା। bbox=[235, 112, 337, 153]
listing-item: • ରୋଗୀ କଲ୍ୟାଣ ସମିତି ବୈଠକ, ସ୍ଥାନ: ଜିଲ୍ଲା ଚିକିତ୍ସାଳୟ, ସମୟ: ସକାଳ ୧୧ଟା। bbox=[12, 543, 115, 573]
zodiac-entries bbox=[685, 141, 930, 1293]
listing-item: • ଜନ ଅଭିଯୋଗ ଶୁଣାଣି, ସ୍ଥାନ: ଜିଲ୍ଲାପାଳ କାର୍ଯ୍ୟାଳୟ, ସମୟ: ସକାଳ ୧୧ଟା। bbox=[457, 257, 559, 288]
listing-item: • ମହିଳା ସମିତି ବୈଠକ, ସ୍ଥାନ: ପଞ୍ଚାୟତ କାର୍ଯ୍ୟାଳୟ, ସମୟ: ଅପରାହ୍ନ ୩ଟା। bbox=[457, 387, 559, 418]
ganjam-headline: ଗଞ୍ଜାମ: ଅଧିକାରୀଙ୍କୁ ୩୦ ଯାଏ ମୁଖ୍ୟାଳୟ ଛାଡ଼ିବା ମଣା bbox=[366, 770, 451, 829]
flood-headline: ବସୁନ୍ଧରା ଗୋଡ଼ାଇଲା bbox=[13, 749, 133, 766]
listing-item: • ଘୁମୁରା ନୃତ୍ୟ ପ୍ରଶିକ୍ଷଣ କର୍ମଶାଳା, ସ୍ଥାନ: କଳା ଭବନ, ଭବାନୀପାଟଣା, ସମୟ: ସନ୍ଧ୍ୟା ୫ଟା। bbox=[457, 214, 559, 255]
zodiac-icon: ♉ bbox=[685, 256, 733, 300]
listing-item: • ଚାଷୀ ସମାବେଶ, ସ୍ଥାନ: କୃଷି ବିଭାଗ ସଭାକକ୍ଷ, ସମୟ: ସକାଳ ୧୦ଟା। bbox=[12, 461, 115, 492]
